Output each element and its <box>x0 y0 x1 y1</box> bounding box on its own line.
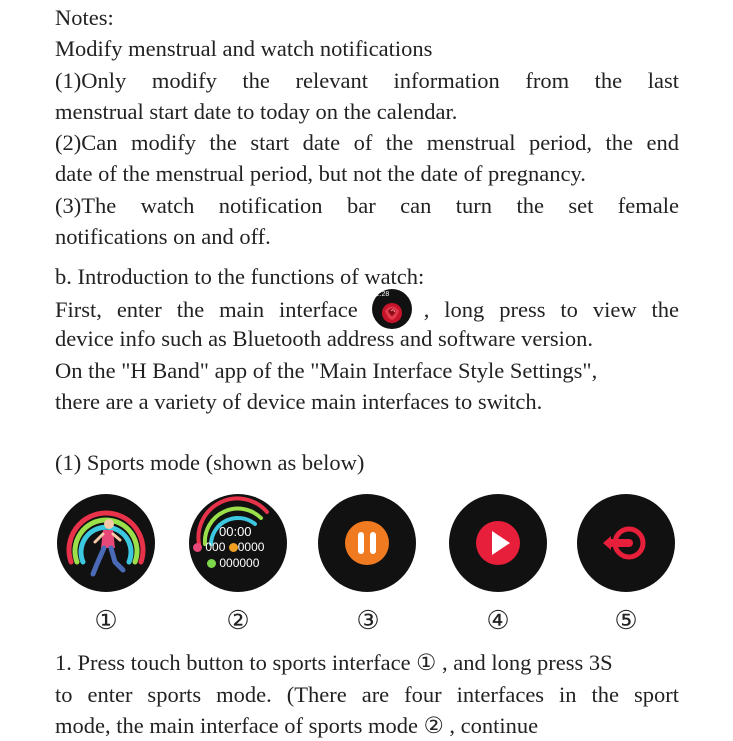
note-item-1-line-1: (1)Only modify the relevant information from the last <box>55 68 679 93</box>
para-1-line-1: 1. Press touch button to sports interface ① , and long press 3S <box>55 650 613 675</box>
watch-2-time: 00:00 <box>219 524 252 539</box>
exit-icon <box>577 494 675 592</box>
para-1-line-2: to enter sports mode. (There are four interfaces in the sport <box>55 682 679 707</box>
watch-face-4-play <box>449 494 547 592</box>
watch-2-calories: 0000 <box>237 540 265 554</box>
note-item-2-line-2: date of the menstrual period, but not the date of pregnancy. <box>55 161 586 186</box>
watch-2-steps-row <box>207 556 259 570</box>
watch-face-2-data <box>189 494 287 592</box>
note-item-2-line-1: (2)Can modify the start date of the menstrual period, the end <box>55 130 679 155</box>
inline-watch-time: 12:28 <box>371 291 390 298</box>
heart-icon <box>193 543 202 552</box>
pause-icon <box>318 494 416 592</box>
app-paragraph-line-1: On the "H Band" app of the "Main Interface Style Settings", <box>55 358 598 383</box>
sports-mode-heading: (1) Sports mode (shown as below) <box>55 450 365 475</box>
intro-heading: b. Introduction to the functions of watch: <box>55 264 425 289</box>
note-item-1-line-2: menstrual start date to today on the calendar. <box>55 99 458 124</box>
watch-2-heart-rate: 000 <box>205 540 226 554</box>
label-5: ⑤ <box>614 606 638 635</box>
first-text-before: First, enter the main interface <box>55 297 358 323</box>
para-1-line-3: mode, the main interface of sports mode ② , continue <box>55 713 539 738</box>
note-item-3-line-2: notifications on and off. <box>55 224 271 249</box>
play-icon <box>449 494 547 592</box>
label-1: ① <box>94 606 118 635</box>
modify-heading: Modify menstrual and watch notifications <box>55 36 433 61</box>
steps-icon <box>207 559 216 568</box>
watch-2-steps: 000000 <box>219 556 260 570</box>
watch-2-stats-row <box>193 540 285 554</box>
watch-face-1-runner <box>57 494 155 592</box>
first-text-after: , long press to view the <box>423 297 679 323</box>
notes-heading: Notes: <box>55 5 114 30</box>
activity-rings-runner-icon <box>57 494 155 592</box>
label-3: ③ <box>356 606 380 635</box>
watch-face-5-exit <box>577 494 675 592</box>
label-4: ④ <box>486 606 510 635</box>
flame-icon <box>229 543 238 552</box>
note-item-3-line-1: (3)The watch notification bar can turn the set female <box>55 193 679 218</box>
app-paragraph-line-2: there are a variety of device main interfaces to switch. <box>55 389 543 414</box>
watch-face-3-pause <box>318 494 416 592</box>
label-2: ② <box>226 606 250 635</box>
first-paragraph-line-2: device info such as Bluetooth address and software version. <box>55 326 593 351</box>
